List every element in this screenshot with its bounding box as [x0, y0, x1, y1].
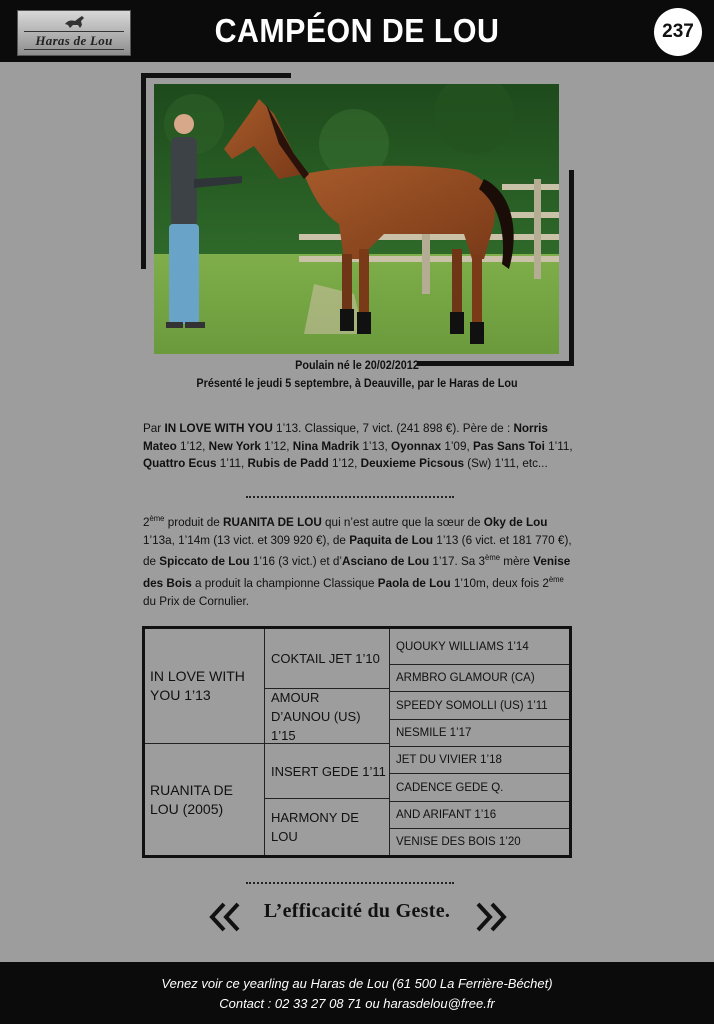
- paragraph-text: 1’13 (6 vict. et 181 770 €), de: [143, 532, 572, 569]
- paragraph-text: Par: [143, 421, 165, 435]
- footer-bar: [0, 962, 714, 1024]
- haras-de-lou-logo: [17, 10, 131, 56]
- page-number-badge: 237: [654, 8, 702, 56]
- page-title: CAMPÉON DE LOU: [214, 12, 500, 49]
- pedigree-gen3-2: ARMBRO GLAMOUR (CA): [396, 672, 535, 684]
- paragraph-text: 1’11,: [544, 438, 573, 453]
- pedigree-sire-sire: [265, 629, 390, 689]
- footer-contact-text: Contact : 02 33 27 08 71 ou harasdelou@free.fr: [219, 996, 495, 1011]
- bold-name-text: Nina Madrik: [292, 438, 360, 453]
- bold-name-text: New York: [208, 438, 261, 453]
- bold-name-text: Oky de Lou: [483, 515, 548, 530]
- horse-logo-icon: [63, 15, 87, 29]
- paragraph-text: produit de: [164, 515, 223, 530]
- pedigree-dam-sire: [265, 744, 390, 799]
- pedigree-gen2-4: HARMONY DE LOU: [271, 810, 359, 844]
- dotted-separator-top: [246, 496, 454, 498]
- pedigree-gen3-8: VENISE DES BOIS 1’20: [396, 836, 521, 848]
- bold-name-text: Deuxieme Picsous: [360, 456, 465, 471]
- pedigree-gen3-cell: [390, 747, 569, 774]
- pedigree-gen3-5: JET DU VIVIER 1’18: [396, 754, 502, 766]
- horse-photo-illustration: [154, 84, 559, 354]
- paragraph-text: 1’12,: [260, 438, 293, 453]
- pedigree-gen2-3: INSERT GEDE 1’11: [271, 763, 386, 779]
- pedigree-gen3-4: NESMILE 1’17: [396, 727, 472, 739]
- pedigree-gen3-cell: [390, 629, 569, 665]
- bold-name-text: IN LOVE WITH YOU: [164, 421, 273, 435]
- photo-frame-top: [141, 73, 291, 78]
- paragraph-text: a produit la championne Classique: [191, 575, 378, 590]
- bold-name-text: Norris Mateo: [143, 421, 548, 453]
- bold-name-text: Venise des Bois: [143, 554, 571, 590]
- logo-rule-bottom: [24, 49, 124, 50]
- footer-visit-text: Venez voir ce yearling au Haras de Lou (61 500 La Ferrière-Béchet): [161, 976, 553, 991]
- dam-paragraph: [143, 510, 573, 610]
- pedigree-sire-name: IN LOVE WITH YOU 1’13: [150, 668, 245, 703]
- pedigree-dam-dam: [265, 799, 390, 855]
- paragraph-text: 2: [143, 515, 150, 530]
- paragraph-text: 1’12,: [176, 438, 209, 453]
- bold-name-text: Oyonnax: [391, 438, 442, 453]
- header-bar: [0, 0, 714, 62]
- paragraph-text: 1’13,: [359, 438, 392, 453]
- pedigree-gen3-cell: [390, 829, 569, 855]
- slogan-text: L’efficacité du Geste.: [263, 900, 451, 922]
- logo-text: Haras de Lou: [35, 33, 113, 48]
- pedigree-dam: [145, 744, 265, 855]
- paragraph-text: qui n’est autre que la sœur de: [321, 515, 484, 530]
- paragraph-text: 1’10m, deux fois 2: [450, 575, 549, 590]
- bold-name-text: Rubis de Padd: [247, 456, 329, 471]
- pedigree-gen3-cell: [390, 720, 569, 747]
- horse-photo: [154, 84, 559, 354]
- pedigree-gen3-6: CADENCE GEDE Q.: [396, 781, 504, 794]
- superscript-text: ème: [548, 574, 564, 584]
- paragraph-text: 1’13. Classique, 7 vict. (241 898 €). Père de :: [272, 421, 514, 435]
- photo-frame-left: [141, 73, 146, 269]
- superscript-text: ème: [485, 553, 500, 563]
- pedigree-sire: [145, 629, 265, 744]
- paragraph-text: 1’13a, 1’14m (13 vict. et 309 920 €), de: [143, 532, 350, 547]
- pedigree-gen3-cell: [390, 802, 569, 829]
- sire-paragraph: [143, 420, 573, 473]
- paragraph-text: 1’11,: [216, 456, 248, 471]
- superscript-text: ème: [149, 514, 165, 523]
- photo-frame-right: [569, 170, 574, 366]
- pedigree-gen2-1: COKTAIL JET 1’10: [271, 651, 380, 666]
- logo-rule-top: [24, 31, 124, 32]
- bold-name-text: Pas Sans Toi: [472, 438, 545, 453]
- paragraph-text: 1’16 (3 vict.) et d’: [249, 554, 342, 569]
- bold-name-text: RUANITA DE LOU: [222, 515, 322, 530]
- paragraph-text: 1’12,: [328, 456, 361, 471]
- photo-caption-birth: Poulain né le 20/02/2012: [295, 358, 419, 372]
- pedigree-dam-name: RUANITA DE LOU (2005): [150, 781, 233, 817]
- bold-name-text: Paola de Lou: [377, 575, 451, 590]
- paragraph-text: mère: [500, 554, 534, 569]
- pedigree-table: [142, 626, 572, 858]
- paragraph-text: 1’17. Sa 3: [429, 554, 486, 569]
- photo-caption-presented: Présenté le jeudi 5 septembre, à Deauville, par le Haras de Lou: [196, 376, 518, 390]
- pedigree-gen3-1: QUOUKY WILLIAMS 1’14: [396, 640, 529, 653]
- paragraph-text: (Sw) 1’11, etc...: [464, 456, 548, 471]
- paragraph-text: du Prix de Cornulier.: [143, 593, 250, 608]
- pedigree-gen3-7: AND ARIFANT 1’16: [396, 809, 497, 821]
- paragraph-text: 1’09,: [441, 438, 473, 453]
- dotted-separator-bottom: [246, 882, 454, 884]
- bold-name-text: Paquita de Lou: [349, 532, 434, 547]
- pedigree-gen3-cell: [390, 692, 569, 720]
- slogan: [0, 900, 714, 923]
- pedigree-gen3-cell: [390, 774, 569, 802]
- pedigree-gen3-cell: [390, 665, 569, 692]
- bold-name-text: Spiccato de Lou: [159, 554, 250, 569]
- bold-name-text: Asciano de Lou: [341, 554, 430, 569]
- pedigree-gen2-2: AMOUR D’AUNOU (US) 1’15: [271, 689, 361, 743]
- double-chevron-right-icon: [472, 902, 508, 932]
- bold-name-text: Quattro Ecus: [143, 456, 217, 471]
- pedigree-sire-dam: [265, 689, 390, 744]
- pedigree-gen3-3: SPEEDY SOMOLLI (US) 1’11: [396, 699, 548, 712]
